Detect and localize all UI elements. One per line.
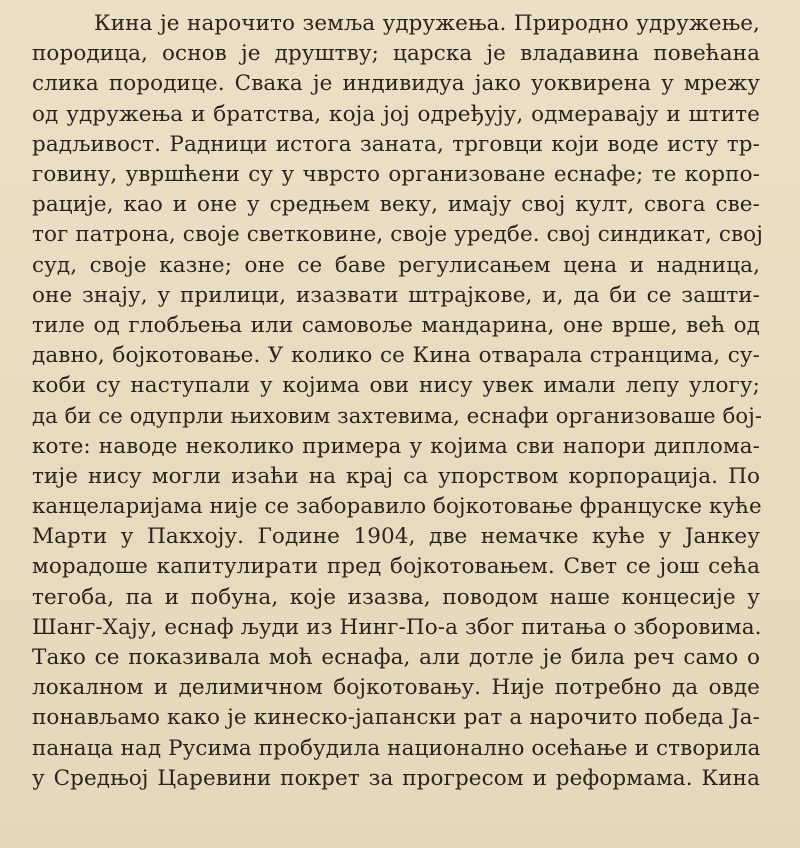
text-line: панаца над Русима пробудила национално осећање и створила: [32, 735, 761, 761]
text-line: тиле од глобљења или самовоље мандарина, оне врше, већ од: [32, 312, 760, 338]
text-line: Марти у Пакхоју. Године 1904, две немачке куће у Јанкеу: [32, 524, 760, 550]
text-line: породица, основ је друштву; царска је владавина повећана: [32, 41, 760, 67]
text-line: тије нису могли изаћи на крај са упорством корпорација. По: [32, 463, 760, 489]
text-line: рације, као и оне у средњем веку, имају свој култ, свога све-: [32, 192, 760, 218]
text-line: Тако се показивала моћ еснафа, али дотле је била реч само о: [32, 644, 760, 670]
text-line: понављамо како је кинеско-јапански рат а нарочито победа Ја-: [32, 705, 760, 731]
text-line: давно, бојкотовање. У колико се Кина отварала странцима, су-: [32, 343, 760, 369]
paragraph: [32, 9, 763, 794]
text-line: у Средњој Царевини покрет за прогресом и реформама. Кина: [32, 765, 760, 791]
text-line: тегоба, па и побуна, које изазва, поводом наше концесије у: [32, 584, 760, 610]
text-line: од удружења и братства, која јој одређују, одмеравају и штите: [32, 101, 760, 127]
text-line: радљивост. Радници истога заната, трговци који воде исту тр-: [32, 131, 760, 157]
text-line: Кина је нарочито земља удружења. Природно удружење,: [94, 11, 760, 36]
text-line: Шанг-Хају, еснаф људи из Нинг-По-а због питања о зборовима.: [32, 614, 762, 640]
text-line: да би се одупрли њиховим захтевима, еснафи организоваше бој-: [32, 403, 763, 429]
text-line: канцеларијама није се заборавило бојкотовање француске куће: [32, 494, 762, 519]
text-line: морадоше капитулирати пред бојкотовањем. Свет се још сећа: [32, 554, 760, 580]
text-line: говину, увршћени су у чврсто организоване еснафе; те корпо-: [32, 161, 760, 187]
text-line: суд, своје казне; оне се баве регулисањем цена и надница,: [32, 252, 760, 278]
text-line: тог патрона, своје светковине, своје уредбе. свој синдикат, свој: [32, 222, 763, 248]
text-line: локалном и делимичном бојкотовању. Није потребно да овде: [32, 675, 760, 701]
text-line: коте: наводе неколико примера у којима сви напори диплома-: [32, 433, 760, 459]
text-line: слика породице. Свака је индивидуа јако уоквирена у мрежу: [32, 71, 760, 97]
text-line: коби су наступали у којима ови нису увек имали лепу улогу;: [32, 373, 760, 399]
text-line: оне знају, у прилици, изазвати штрајкове, и, да би се зашти-: [32, 282, 760, 308]
